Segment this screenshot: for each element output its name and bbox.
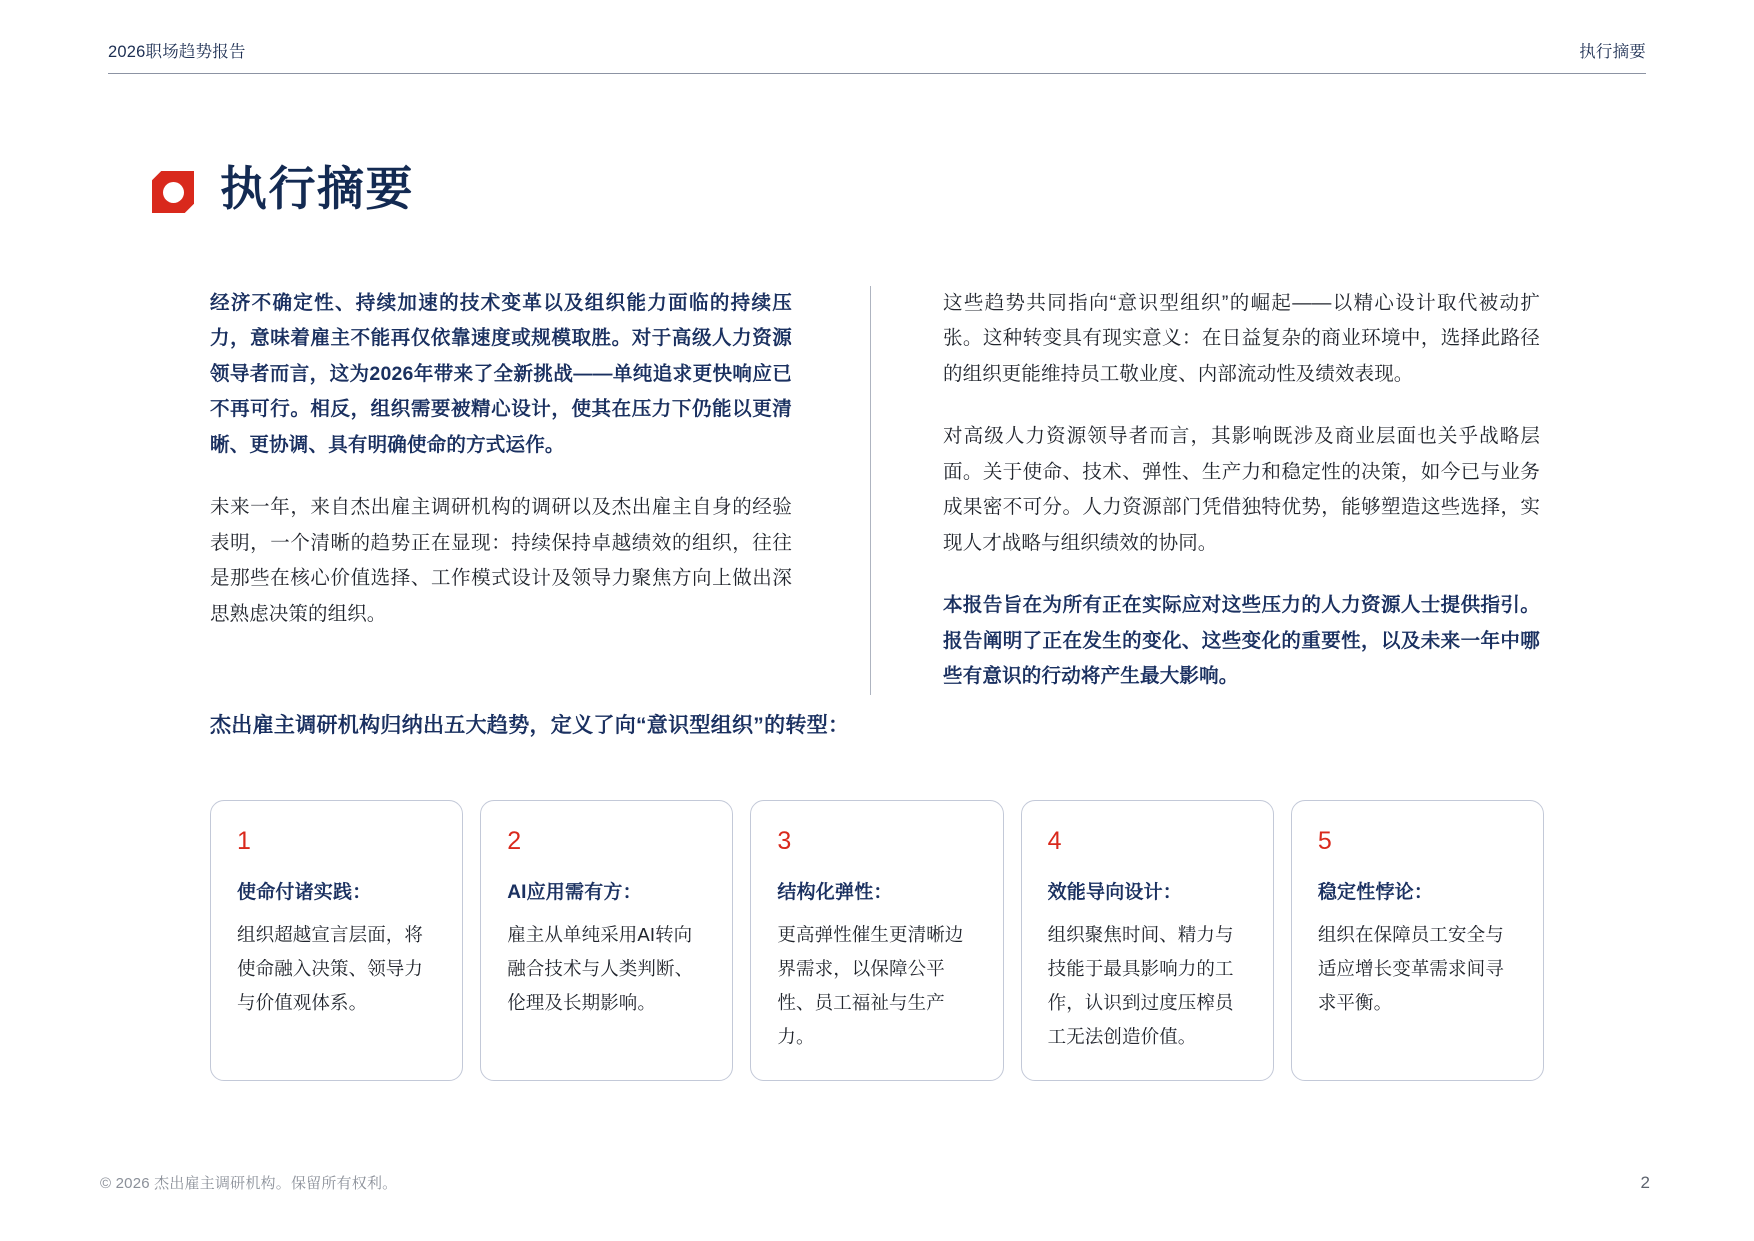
trend-card-title: 效能导向设计： bbox=[1047, 882, 1183, 903]
trend-card bbox=[480, 800, 733, 1081]
intro-paragraph: 本报告旨在为所有正在实际应对这些压力的人力资源人士提供指引。报告阐明了正在发生的变化、这些变化的重要性，以及未来一年中哪些有意识的行动将产生最大影响。 bbox=[943, 594, 1540, 688]
trend-cards bbox=[210, 800, 1544, 1081]
page-title: 执行摘要 bbox=[220, 161, 414, 215]
intro-section bbox=[210, 286, 1540, 695]
trend-card-number: 1 bbox=[237, 827, 252, 855]
copyright-notice: © 2026 杰出雇主调研机构。保留所有权利。 bbox=[100, 1175, 398, 1192]
trend-card bbox=[210, 800, 463, 1081]
intro-paragraph: 这些趋势共同指向“意识型组织”的崛起——以精心设计取代被动扩张。这种转变具有现实意义：在日益复杂的商业环境中，选择此路径的组织更能维持员工敬业度、内部流动性及绩效表现。 bbox=[943, 292, 1540, 385]
page-footer bbox=[100, 1172, 1650, 1193]
page-number: 2 bbox=[1640, 1173, 1650, 1192]
trend-card-body: 雇主从单纯采用AI转向融合技术与人类判断、伦理及长期影响。 bbox=[507, 923, 694, 1013]
trend-card-title: 稳定性悖论： bbox=[1317, 882, 1434, 903]
intro-paragraph: 未来一年，来自杰出雇主调研机构的调研以及杰出雇主自身的经验表明，一个清晰的趋势正在显现：持续保持卓越绩效的组织，往往是那些在核心价值选择、工作模式设计及领导力聚焦方向上做出深思熟虑决策的组织。 bbox=[210, 496, 792, 625]
intro-left-column bbox=[210, 286, 870, 695]
trend-card bbox=[750, 800, 1003, 1081]
intro-paragraph: 对高级人力资源领导者而言，其影响既涉及商业层面也关乎战略层面。关于使命、技术、弹性、生产力和稳定性的决策，如今已与业务成果密不可分。人力资源部门凭借独特优势，能够塑造这些选择，实现人才战略与组织绩效的协同。 bbox=[943, 425, 1540, 554]
running-header-left: 2026职场趋势报告 bbox=[108, 43, 246, 61]
trend-card-body: 更高弹性催生更清晰边界需求，以保障公平性、员工福祉与生产力。 bbox=[777, 923, 964, 1048]
trends-heading: 杰出雇主调研机构归纳出五大趋势，定义了向“意识型组织”的转型： bbox=[210, 714, 850, 737]
trend-card-number: 5 bbox=[1317, 827, 1333, 855]
trend-card-number: 3 bbox=[777, 827, 792, 855]
trend-card-body: 组织聚焦时间、精力与技能于最具影响力的工作，认识到过度压榨员工无法创造价值。 bbox=[1047, 923, 1234, 1048]
logo-inner-circle bbox=[163, 182, 184, 203]
trend-card-body: 组织在保障员工安全与适应增长变革需求间寻求平衡。 bbox=[1317, 923, 1504, 1013]
trend-card-title: 使命付诸实践： bbox=[237, 882, 372, 903]
trend-card bbox=[1021, 800, 1274, 1081]
trend-card-number: 2 bbox=[507, 827, 522, 855]
intro-paragraph: 经济不确定性、持续加速的技术变革以及组织能力面临的持续压力，意味着雇主不能再仅依靠速度或规模取胜。对于高级人力资源领导者而言，这为2026年带来了全新挑战——单纯追求更快响应已不再可行。相反，组织需要被精心设计，使其在压力下仍能以更清晰、更协调、具有明确使命的方式运作。 bbox=[210, 292, 792, 456]
trend-card-title: 结构化弹性： bbox=[777, 882, 893, 903]
page-title-row bbox=[152, 163, 414, 213]
intro-right-column bbox=[870, 286, 1540, 695]
osmosis-ring-logo-icon bbox=[152, 171, 194, 213]
trend-card-title: AI应用需有方： bbox=[507, 882, 642, 903]
running-header-right: 执行摘要 bbox=[1579, 43, 1646, 61]
trend-card-number: 4 bbox=[1047, 827, 1063, 855]
trend-card-body: 组织超越宣言层面，将使命融入决策、领导力与价值观体系。 bbox=[237, 923, 424, 1013]
trend-card bbox=[1291, 800, 1544, 1081]
running-header bbox=[108, 44, 1646, 74]
